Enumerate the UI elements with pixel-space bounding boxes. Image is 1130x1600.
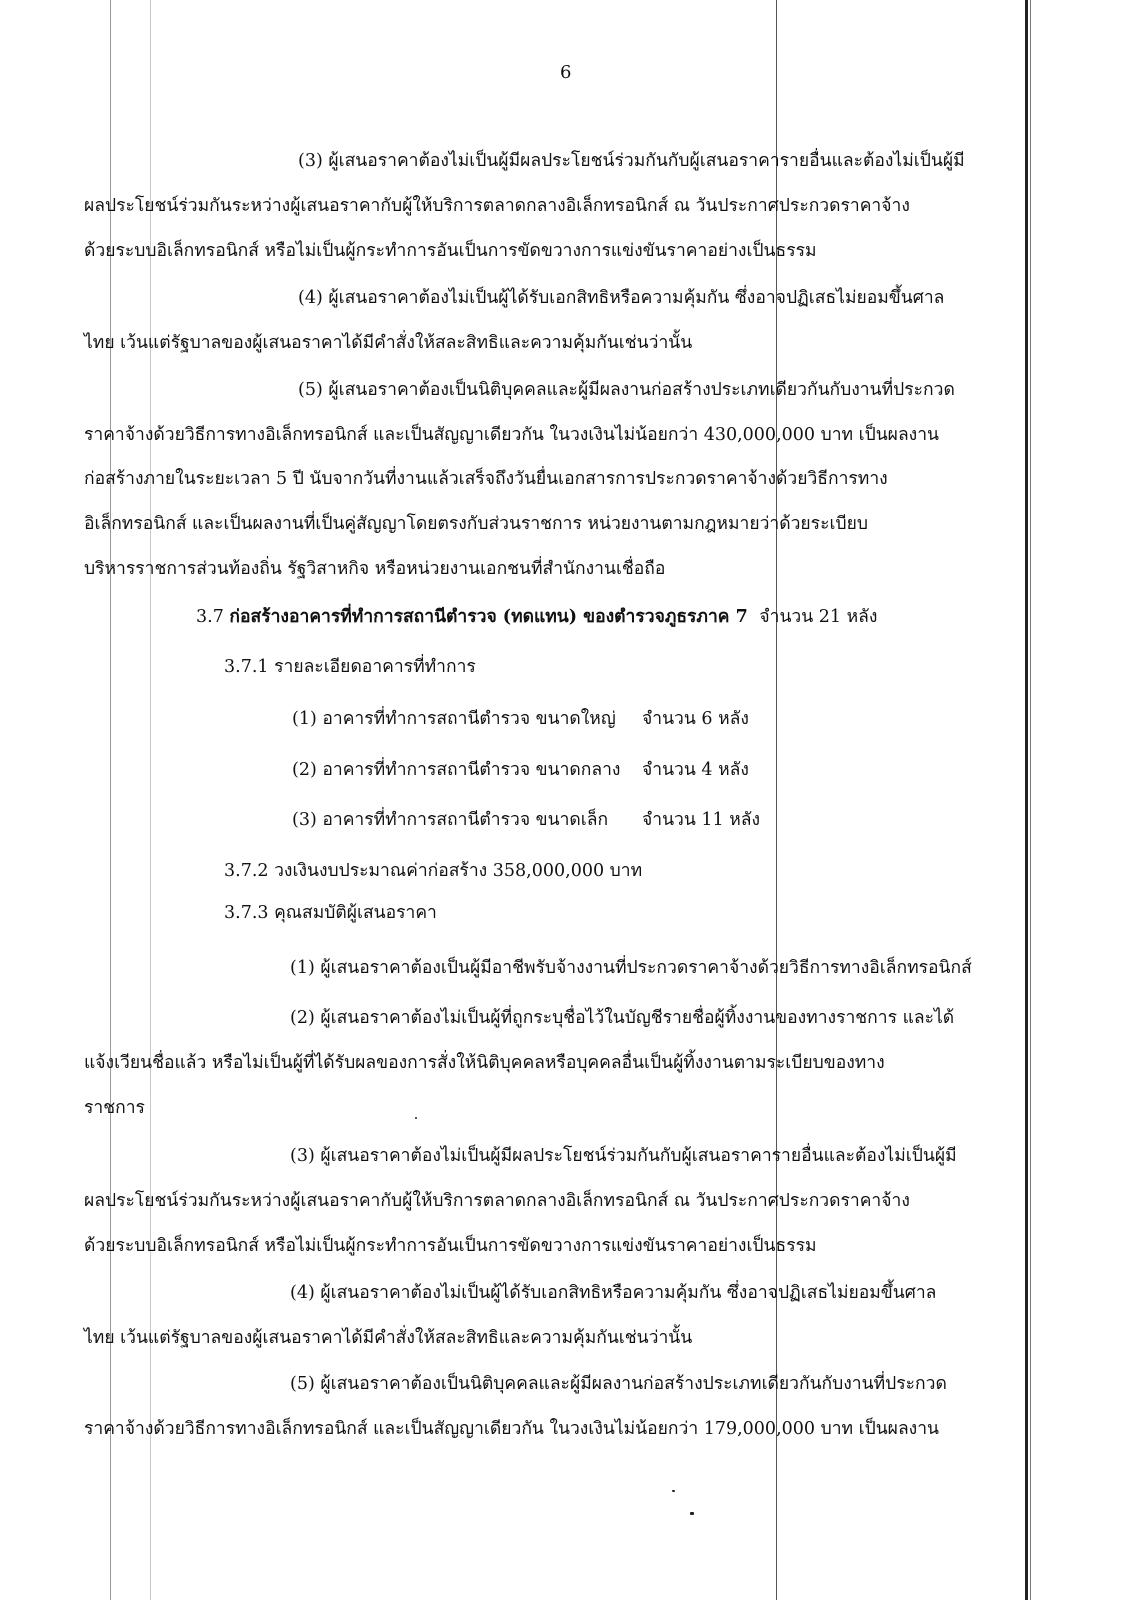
paragraph-line: ด้วยระบบอิเล็กทรอนิกส์ หรือไม่เป็นผู้กระทำการอันเป็นการขัดขวางการแข่งขันราคาอย่างเป็นธรรม — [84, 1236, 817, 1256]
section-count: จำนวน 21 หลัง — [759, 607, 878, 627]
subsection-heading: 3.7.3 คุณสมบัติผู้เสนอราคา — [224, 903, 437, 923]
paragraph-line: ก่อสร้างภายในระยะเวลา 5 ปี นับจากวันที่งานแล้วเสร็จถึงวันยื่นเอกสารการประกวดราคาจ้างด้วยวิธีการทาง — [84, 469, 888, 489]
scan-speck — [690, 1512, 694, 1515]
subsection-heading: 3.7.1 รายละเอียดอาคารที่ทำการ — [224, 657, 476, 677]
page-number: 6 — [560, 62, 572, 83]
building-item — [292, 762, 749, 780]
paragraph-line: ไทย เว้นแต่รัฐบาลของผู้เสนอราคาได้มีคำสั่งให้สละสิทธิและความคุ้มกันเช่นว่านั้น — [84, 333, 693, 353]
paragraph-line: อิเล็กทรอนิกส์ และเป็นผลงานที่เป็นคู่สัญญาโดยตรงกับส่วนราชการ หน่วยงานตามกฎหมายว่าด้วยระเบียบ — [84, 514, 868, 534]
building-item — [292, 711, 749, 729]
paragraph-line: ผลประโยชน์ร่วมกันระหว่างผู้เสนอราคากับผู้ให้บริการตลาดกลางอิเล็กทรอนิกส์ ณ วันประกาศประกวดราคาจ้าง — [84, 1191, 910, 1211]
building-count: จำนวน 11 หลัง — [642, 810, 761, 830]
scan-speck — [672, 1490, 675, 1492]
paragraph-line: บริหารราชการส่วนท้องถิ่น รัฐวิสาหกิจ หรือหน่วยงานเอกชนที่สำนักงานเชื่อถือ — [84, 559, 666, 579]
paragraph-line: (2) ผู้เสนอราคาต้องไม่เป็นผู้ที่ถูกระบุชื่อไว้ในบัญชีรายชื่อผู้ทิ้งงานของทางราชการ และได้ — [290, 1008, 955, 1028]
paragraph-line: ผลประโยชน์ร่วมกันระหว่างผู้เสนอราคากับผู้ให้บริการตลาดกลางอิเล็กทรอนิกส์ ณ วันประกาศประกวดราคาจ้าง — [84, 196, 910, 216]
scan-line-left-2 — [150, 0, 151, 1600]
paragraph-line: (5) ผู้เสนอราคาต้องเป็นนิติบุคคลและผู้มีผลงานก่อสร้างประเภทเดียวกันกับงานที่ประกวด — [290, 1374, 947, 1394]
paragraph-line: (3) ผู้เสนอราคาต้องไม่เป็นผู้มีผลประโยชน์ร่วมกันกับผู้เสนอราคารายอื่นและต้องไม่เป็นผู้มี — [298, 151, 965, 171]
scan-line-left — [110, 0, 111, 1600]
paragraph-line: แจ้งเวียนชื่อแล้ว หรือไม่เป็นผู้ที่ได้รับผลของการสั่งให้นิติบุคคลหรือบุคคลอื่นเป็นผู้ทิ้งงานตามระเบียบของทาง — [84, 1053, 885, 1073]
building-item — [292, 812, 760, 830]
scan-line-middle — [776, 0, 777, 1600]
budget-line: 3.7.2 วงเงินงบประมาณค่าก่อสร้าง 358,000,000 บาท — [224, 861, 643, 881]
section-number: 3.7 — [196, 607, 224, 627]
paragraph-line: ราคาจ้างด้วยวิธีการทางอิเล็กทรอนิกส์ และเป็นสัญญาเดียวกัน ในวงเงินไม่น้อยกว่า 430,000,000 บาท เป็นผลงาน — [84, 425, 939, 445]
paragraph-line: (4) ผู้เสนอราคาต้องไม่เป็นผู้ได้รับเอกสิทธิหรือความคุ้มกัน ซึ่งอาจปฏิเสธไม่ยอมขึ้นศาล — [298, 288, 945, 308]
paragraph-line: ไทย เว้นแต่รัฐบาลของผู้เสนอราคาได้มีคำสั่งให้สละสิทธิและความคุ้มกันเช่นว่านั้น — [84, 1328, 693, 1348]
paragraph-line: (1) ผู้เสนอราคาต้องเป็นผู้มีอาชีพรับจ้างงานที่ประกวดราคาจ้างด้วยวิธีการทางอิเล็กทรอนิกส์ — [290, 958, 972, 978]
building-count: จำนวน 4 หลัง — [642, 760, 749, 780]
paragraph-line: (5) ผู้เสนอราคาต้องเป็นนิติบุคคลและผู้มีผลงานก่อสร้างประเภทเดียวกันกับงานที่ประกวด — [298, 380, 955, 400]
paragraph-line: ราคาจ้างด้วยวิธีการทางอิเล็กทรอนิกส์ และเป็นสัญญาเดียวกัน ในวงเงินไม่น้อยกว่า 179,000,000 บาท เป็นผลงาน — [84, 1419, 939, 1439]
building-label: (3) อาคารที่ทำการสถานีตำรวจ ขนาดเล็ก — [292, 810, 609, 830]
section-title: ก่อสร้างอาคารที่ทำการสถานีตำรวจ (ทดแทน) ของตำรวจภูธรภาค 7 — [229, 607, 748, 627]
scan-line-right-2 — [1030, 0, 1031, 1600]
scan-speck — [415, 1117, 417, 1119]
building-count: จำนวน 6 หลัง — [642, 709, 749, 729]
building-label: (1) อาคารที่ทำการสถานีตำรวจ ขนาดใหญ่ — [292, 709, 616, 729]
building-label: (2) อาคารที่ทำการสถานีตำรวจ ขนาดกลาง — [292, 760, 621, 780]
paragraph-line: ราชการ — [84, 1098, 145, 1118]
section-heading — [196, 609, 877, 627]
paragraph-line: ด้วยระบบอิเล็กทรอนิกส์ หรือไม่เป็นผู้กระทำการอันเป็นการขัดขวางการแข่งขันราคาอย่างเป็นธรรม — [84, 241, 817, 261]
paragraph-line: (4) ผู้เสนอราคาต้องไม่เป็นผู้ได้รับเอกสิทธิหรือความคุ้มกัน ซึ่งอาจปฏิเสธไม่ยอมขึ้นศาล — [290, 1283, 937, 1303]
scan-line-right — [1025, 0, 1028, 1600]
paragraph-line: (3) ผู้เสนอราคาต้องไม่เป็นผู้มีผลประโยชน์ร่วมกันกับผู้เสนอราคารายอื่นและต้องไม่เป็นผู้มี — [290, 1146, 957, 1166]
